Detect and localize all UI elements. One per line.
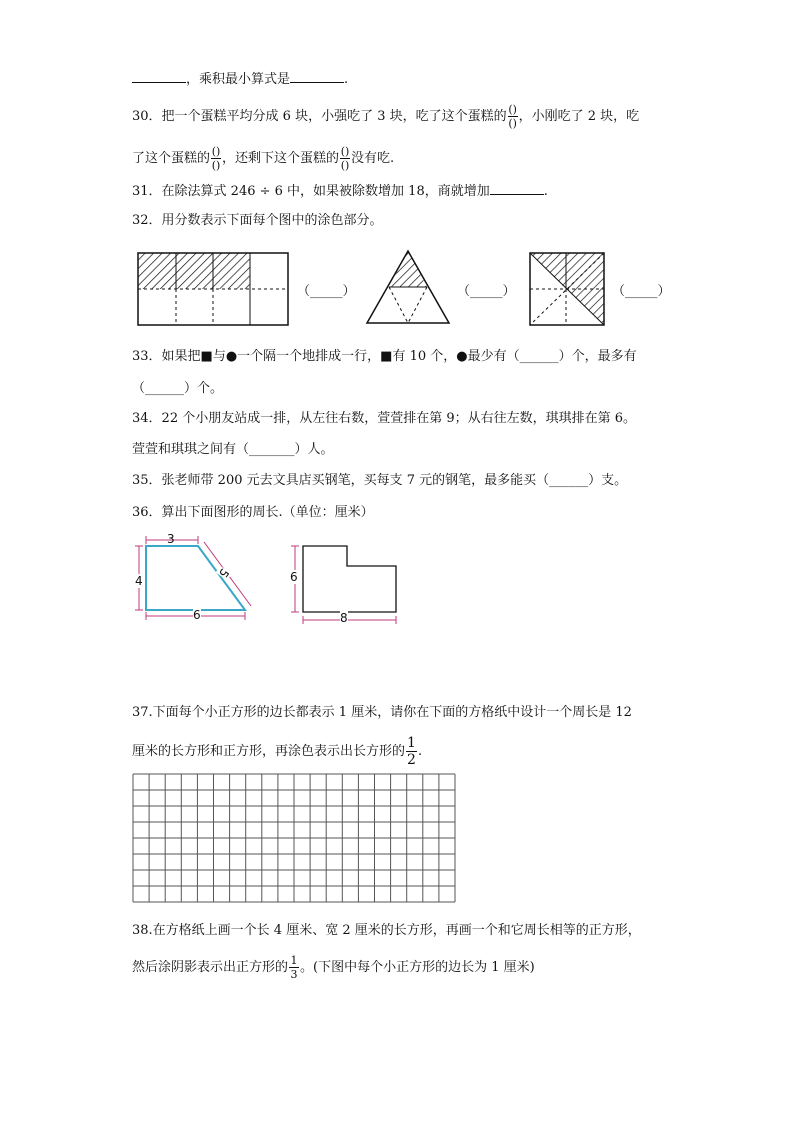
q35: 35．张老师带 200 元去文具店买钢笔，买每支 7 元的钢笔，最多能买（______）支。: [132, 473, 628, 488]
answer-blank[interactable]: [290, 70, 344, 83]
q36-figures: [0, 530, 794, 630]
square-figure: [530, 253, 604, 325]
q32: 32．用分数表示下面每个图中的涂色部分。: [132, 213, 383, 228]
q38-line2: 然后涂阴影表示出正方形的 $\frac{1}{3}$ 。(下图中每个小正方形的边长为 1 厘米): [132, 954, 535, 981]
fraction-blank[interactable]: $\frac{()}{()}$: [508, 103, 517, 130]
q38-line1: 38.在方格纸上画一个长 4 厘米、宽 2 厘米的长方形，再画一个和它周长相等的正方形，: [132, 923, 641, 938]
answer-blank[interactable]: [490, 182, 544, 195]
q33-line1: 33．如果把■与●一个隔一个地排成一行，■有 10 个，●最少有（______）个，最多有: [132, 349, 637, 364]
label-bottom: 6: [193, 608, 201, 622]
answer-blank[interactable]: （_____）: [457, 284, 516, 299]
answer-blank[interactable]: （_____）: [297, 284, 356, 299]
q29-tail: ，乘积最小算式是 .: [132, 70, 348, 89]
label-slant: 5: [215, 565, 232, 581]
label-left: 4: [135, 574, 143, 588]
label-bottom: 8: [340, 611, 348, 625]
fraction: $\frac{1}{2}$: [407, 735, 416, 768]
rectangle-figure: [138, 253, 288, 325]
answer-blank[interactable]: [132, 70, 186, 83]
q33-line2: （______）个。: [132, 381, 224, 396]
q31: 31．在除法算式 246 ÷ 6 中，如果被除数增加 18，商就增加 .: [132, 184, 548, 199]
q34-line1: 34．22 个小朋友站成一排，从左往右数，萱萱排在第 9；从右往左数，琪琪排在第 6。: [132, 411, 637, 426]
label-top: 3: [167, 532, 175, 546]
q37-line1: 37.下面每个小正方形的边长都表示 1 厘米，请你在下面的方格纸中设计一个周长是 12: [132, 705, 632, 720]
q30-line1: 30．把一个蛋糕平均分成 6 块，小强吃了 3 块，吃了这个蛋糕的 $\frac{()}{()}$ ，小刚吃了 2 块，吃: [132, 103, 640, 130]
q32-figures: [0, 245, 794, 345]
label-left: 6: [290, 570, 298, 584]
fraction-blank[interactable]: $\frac{()}{()}$: [340, 145, 350, 172]
fraction: $\frac{1}{3}$: [290, 954, 298, 981]
triangle-figure: [367, 251, 449, 323]
fraction-blank[interactable]: $\frac{()}{()}$: [211, 145, 221, 172]
grid-paper[interactable]: [132, 773, 462, 905]
q34-line2: 萱萱和琪琪之间有（_______）人。: [132, 442, 334, 457]
q37-line2: 厘米的长方形和正方形，再涂色表示出长方形的 $\frac{1}{2}$ .: [132, 735, 423, 768]
q30-line2: 了这个蛋糕的 $\frac{()}{()}$ ，还剩下这个蛋糕的 $\frac{()}{()}$ 没有吃.: [132, 145, 395, 172]
answer-blank[interactable]: （_____）: [612, 284, 671, 299]
q36: 36．算出下面图形的周长.（单位：厘米）: [132, 505, 374, 520]
